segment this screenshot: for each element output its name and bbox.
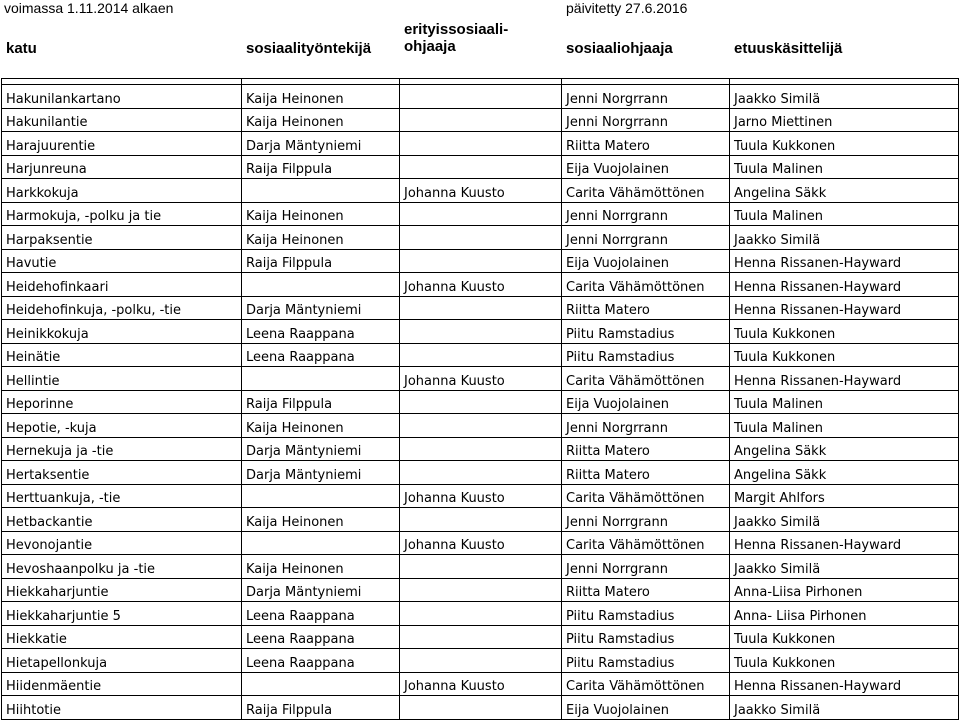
table-row [2, 85, 959, 109]
table-row [2, 696, 959, 720]
street-cell: Harajuurentie [2, 132, 242, 156]
top-line [0, 0, 960, 16]
special-counselor-cell [400, 508, 562, 532]
social-counselor-cell: Carita Vähämöttönen [562, 531, 730, 555]
social-worker-cell [242, 273, 400, 297]
benefit-handler-cell: Tuula Kukkonen [730, 320, 959, 344]
table-row [2, 202, 959, 226]
table-row [2, 390, 959, 414]
social-counselor-cell: Carita Vähämöttönen [562, 273, 730, 297]
benefit-handler-cell: Jaakko Similä [730, 85, 959, 109]
table-row [2, 273, 959, 297]
benefit-handler-cell: Tuula Malinen [730, 414, 959, 438]
special-counselor-cell [400, 414, 562, 438]
social-worker-cell: Leena Raappana [242, 320, 400, 344]
table-row [2, 343, 959, 367]
street-assignment-table [1, 78, 959, 720]
special-counselor-cell [400, 461, 562, 485]
special-counselor-cell [400, 226, 562, 250]
social-worker-cell [242, 179, 400, 203]
header-social-counselor: sosiaaliohjaaja [566, 40, 673, 57]
table-row [2, 179, 959, 203]
social-worker-cell: Raija Filppula [242, 390, 400, 414]
special-counselor-cell: Johanna Kuusto [400, 672, 562, 696]
special-counselor-cell [400, 437, 562, 461]
special-counselor-cell [400, 696, 562, 720]
social-counselor-cell: Piitu Ramstadius [562, 602, 730, 626]
social-counselor-cell: Piitu Ramstadius [562, 625, 730, 649]
benefit-handler-cell: Jaakko Similä [730, 696, 959, 720]
updated-date-text: päivitetty 27.6.2016 [566, 0, 688, 16]
table-row [2, 602, 959, 626]
social-counselor-cell: Riitta Matero [562, 578, 730, 602]
social-counselor-cell: Jenni Norrgrann [562, 555, 730, 579]
street-cell: Harmokuja, -polku ja tie [2, 202, 242, 226]
social-counselor-cell: Carita Vähämöttönen [562, 672, 730, 696]
social-worker-cell: Darja Mäntyniemi [242, 296, 400, 320]
social-worker-cell: Kaija Heinonen [242, 108, 400, 132]
social-counselor-cell: Jenni Norrgrann [562, 508, 730, 532]
social-worker-cell: Leena Raappana [242, 602, 400, 626]
table-row [2, 132, 959, 156]
social-worker-cell: Raija Filppula [242, 155, 400, 179]
table-row [2, 155, 959, 179]
street-cell: Harkkokuja [2, 179, 242, 203]
table-row [2, 531, 959, 555]
social-counselor-cell: Riitta Matero [562, 296, 730, 320]
benefit-handler-cell: Tuula Malinen [730, 390, 959, 414]
benefit-handler-cell: Jaakko Similä [730, 555, 959, 579]
header-social-worker: sosiaalityöntekijä [246, 40, 372, 57]
special-counselor-cell [400, 296, 562, 320]
benefit-handler-cell: Angelina Säkk [730, 461, 959, 485]
street-cell: Hakunilantie [2, 108, 242, 132]
social-counselor-cell: Riitta Matero [562, 437, 730, 461]
social-counselor-cell: Riitta Matero [562, 461, 730, 485]
social-worker-cell: Leena Raappana [242, 649, 400, 673]
social-counselor-cell: Eija Vuojolainen [562, 155, 730, 179]
special-counselor-cell: Johanna Kuusto [400, 531, 562, 555]
social-counselor-cell: Jenni Norgrrann [562, 108, 730, 132]
header-special-counselor [404, 21, 508, 55]
special-counselor-cell [400, 390, 562, 414]
special-counselor-cell [400, 343, 562, 367]
social-counselor-cell: Eija Vuojolainen [562, 696, 730, 720]
table-row [2, 296, 959, 320]
social-counselor-cell: Piitu Ramstadius [562, 343, 730, 367]
table-row [2, 226, 959, 250]
social-worker-cell: Kaija Heinonen [242, 226, 400, 250]
social-worker-cell: Kaija Heinonen [242, 85, 400, 109]
social-worker-cell: Darja Mäntyniemi [242, 461, 400, 485]
header-street: katu [6, 40, 37, 57]
social-worker-cell: Kaija Heinonen [242, 414, 400, 438]
social-worker-cell: Kaija Heinonen [242, 202, 400, 226]
table-row [2, 414, 959, 438]
street-cell: Hertaksentie [2, 461, 242, 485]
table-row [2, 367, 959, 391]
social-counselor-cell: Eija Vuojolainen [562, 249, 730, 273]
special-counselor-cell [400, 85, 562, 109]
benefit-handler-cell: Henna Rissanen-Hayward [730, 249, 959, 273]
street-cell: Hakunilankartano [2, 85, 242, 109]
benefit-handler-cell: Tuula Kukkonen [730, 649, 959, 673]
social-worker-cell: Kaija Heinonen [242, 555, 400, 579]
benefit-handler-cell: Anna-Liisa Pirhonen [730, 578, 959, 602]
social-counselor-cell: Jenni Norrgrann [562, 226, 730, 250]
special-counselor-cell [400, 602, 562, 626]
social-worker-cell: Raija Filppula [242, 249, 400, 273]
special-counselor-cell [400, 649, 562, 673]
social-counselor-cell: Carita Vähämöttönen [562, 179, 730, 203]
table-body [2, 79, 959, 720]
street-cell: Hiekkatie [2, 625, 242, 649]
street-cell: Hevoshaanpolku ja -tie [2, 555, 242, 579]
special-counselor-cell: Johanna Kuusto [400, 179, 562, 203]
table-row [2, 437, 959, 461]
street-cell: Hiihtotie [2, 696, 242, 720]
special-counselor-cell [400, 202, 562, 226]
valid-from-text: voimassa 1.11.2014 alkaen [4, 0, 174, 16]
table-row [2, 508, 959, 532]
social-counselor-cell: Jenni Norgrrann [562, 85, 730, 109]
table-row [2, 672, 959, 696]
benefit-handler-cell: Jaakko Similä [730, 226, 959, 250]
header-special-counselor-line1: erityissosiaali- [404, 21, 509, 38]
benefit-handler-cell: Henna Rissanen-Hayward [730, 531, 959, 555]
special-counselor-cell [400, 625, 562, 649]
table-row [2, 625, 959, 649]
street-cell: Heporinne [2, 390, 242, 414]
table-row [2, 555, 959, 579]
social-worker-cell [242, 531, 400, 555]
table-row [2, 649, 959, 673]
table-row [2, 249, 959, 273]
street-cell: Hiekkaharjuntie 5 [2, 602, 242, 626]
table-row [2, 320, 959, 344]
social-worker-cell [242, 367, 400, 391]
special-counselor-cell [400, 320, 562, 344]
benefit-handler-cell: Angelina Säkk [730, 179, 959, 203]
table-row [2, 484, 959, 508]
benefit-handler-cell: Anna- Liisa Pirhonen [730, 602, 959, 626]
benefit-handler-cell: Henna Rissanen-Hayward [730, 273, 959, 297]
special-counselor-cell [400, 132, 562, 156]
social-worker-cell: Darja Mäntyniemi [242, 437, 400, 461]
street-cell: Heinikkokuja [2, 320, 242, 344]
special-counselor-cell [400, 578, 562, 602]
social-counselor-cell: Eija Vuojolainen [562, 390, 730, 414]
social-counselor-cell: Jenni Norgrrann [562, 414, 730, 438]
street-cell: Hellintie [2, 367, 242, 391]
benefit-handler-cell: Henna Rissanen-Hayward [730, 367, 959, 391]
benefit-handler-cell: Angelina Säkk [730, 437, 959, 461]
special-counselor-cell [400, 249, 562, 273]
benefit-handler-cell: Jarno Miettinen [730, 108, 959, 132]
special-counselor-cell: Johanna Kuusto [400, 484, 562, 508]
benefit-handler-cell: Tuula Malinen [730, 155, 959, 179]
street-cell: Heidehofinkaari [2, 273, 242, 297]
benefit-handler-cell: Henna Rissanen-Hayward [730, 672, 959, 696]
street-cell: Hietapellonkuja [2, 649, 242, 673]
social-worker-cell: Leena Raappana [242, 343, 400, 367]
benefit-handler-cell: Tuula Kukkonen [730, 625, 959, 649]
table-row [2, 108, 959, 132]
special-counselor-cell [400, 155, 562, 179]
social-worker-cell [242, 672, 400, 696]
special-counselor-cell: Johanna Kuusto [400, 273, 562, 297]
social-counselor-cell: Piitu Ramstadius [562, 649, 730, 673]
benefit-handler-cell: Tuula Malinen [730, 202, 959, 226]
social-worker-cell: Kaija Heinonen [242, 508, 400, 532]
header-special-counselor-line2: ohjaaja [404, 38, 456, 55]
street-cell: Hernekuja ja -tie [2, 437, 242, 461]
benefit-handler-cell: Margit Ahlfors [730, 484, 959, 508]
social-counselor-cell: Jenni Norrgrann [562, 202, 730, 226]
social-worker-cell: Darja Mäntyniemi [242, 578, 400, 602]
street-cell: Havutie [2, 249, 242, 273]
street-cell: Hiekkaharjuntie [2, 578, 242, 602]
street-cell: Heidehofinkuja, -polku, -tie [2, 296, 242, 320]
street-cell: Harjunreuna [2, 155, 242, 179]
social-counselor-cell: Riitta Matero [562, 132, 730, 156]
special-counselor-cell [400, 555, 562, 579]
header-benefit-handler: etuuskäsittelijä [734, 40, 843, 57]
street-cell: Harpaksentie [2, 226, 242, 250]
table-row [2, 461, 959, 485]
special-counselor-cell [400, 108, 562, 132]
social-worker-cell: Darja Mäntyniemi [242, 132, 400, 156]
benefit-handler-cell: Henna Rissanen-Hayward [730, 296, 959, 320]
street-cell: Hepotie, -kuja [2, 414, 242, 438]
street-cell: Hiidenmäentie [2, 672, 242, 696]
street-cell: Hetbackantie [2, 508, 242, 532]
street-cell: Herttuankuja, -tie [2, 484, 242, 508]
benefit-handler-cell: Tuula Kukkonen [730, 132, 959, 156]
table-row [2, 578, 959, 602]
social-worker-cell: Leena Raappana [242, 625, 400, 649]
social-counselor-cell: Piitu Ramstadius [562, 320, 730, 344]
benefit-handler-cell: Jaakko Similä [730, 508, 959, 532]
benefit-handler-cell: Tuula Kukkonen [730, 343, 959, 367]
social-counselor-cell: Carita Vähämöttönen [562, 367, 730, 391]
special-counselor-cell: Johanna Kuusto [400, 367, 562, 391]
street-cell: Hevonojantie [2, 531, 242, 555]
social-counselor-cell: Carita Vähämöttönen [562, 484, 730, 508]
social-worker-cell [242, 484, 400, 508]
street-cell: Heinätie [2, 343, 242, 367]
social-worker-cell: Raija Filppula [242, 696, 400, 720]
